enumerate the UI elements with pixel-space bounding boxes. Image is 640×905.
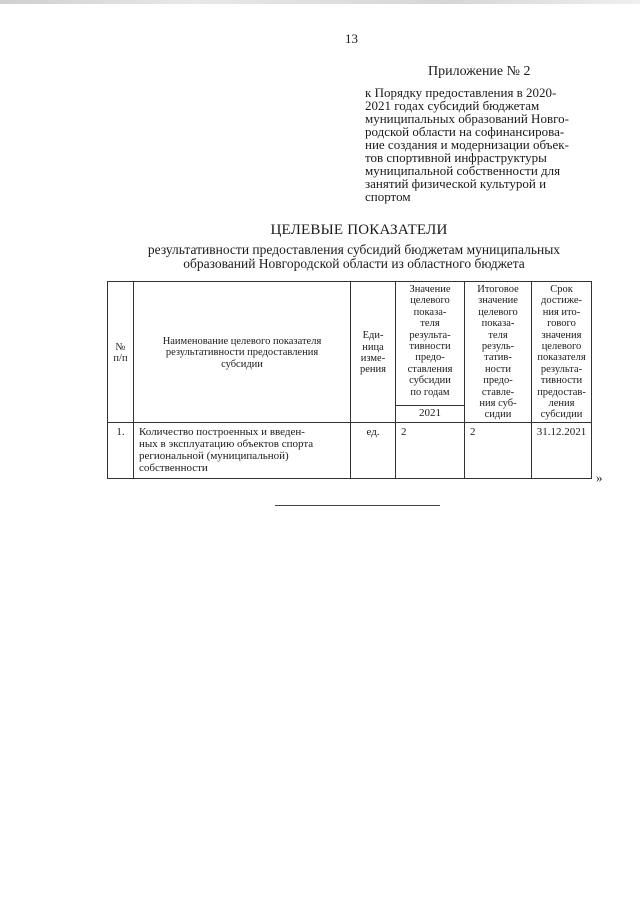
header-indicator-name: Наименование целевого показателя результативности предоставления субсидии: [134, 282, 351, 423]
table-header-row: [108, 282, 592, 406]
header-number: № п/п: [108, 282, 134, 423]
table-row: [108, 423, 592, 479]
header-deadline: Срок достиже- ния ито- гового значения целевого показателя результа- тивности предостав- ления субсидии: [532, 282, 592, 423]
indicators-table: [107, 281, 592, 479]
cell-total-value: 2: [465, 423, 532, 479]
cell-deadline: 31.12.2021: [532, 423, 592, 479]
end-divider-line: [275, 505, 440, 506]
document-subtitle: результативности предоставления субсидий бюджетам муниципальных образований Новгородской области из областного бюджета: [147, 242, 561, 271]
cell-value-2021: 2: [396, 423, 465, 479]
cell-unit: ед.: [351, 423, 396, 479]
cell-number: 1.: [108, 423, 134, 479]
header-value-by-years: Значение целевого показа- теля результа- тивности предо- ставления субсидии по годам: [396, 282, 465, 406]
appendix-title: Приложение № 2: [428, 64, 531, 79]
scan-top-edge: [0, 0, 640, 4]
appendix-text: к Порядку предоставления в 2020- 2021 годах субсидий бюджетам муниципальных образований Новго- родской области на софинансирова- ние создания и модернизации объек- тов спортивной инфраструктуры муниципальной собственности для занятий физической культурой и спортом: [365, 85, 569, 204]
closing-quote: »: [596, 470, 603, 485]
header-unit: Еди- ница изме- рения: [351, 282, 396, 423]
page-number: 13: [345, 31, 358, 46]
header-year: 2021: [396, 406, 465, 423]
cell-indicator-name: Количество построенных и введен- ных в эксплуатацию объектов спорта региональной (муниципальной) собственности: [134, 423, 351, 479]
header-total-value: Итоговое значение целевого показа- теля резуль- татив- ности предо- ставле- ния суб- сидии: [465, 282, 532, 423]
document-title: ЦЕЛЕВЫЕ ПОКАЗАТЕЛИ: [270, 222, 448, 238]
